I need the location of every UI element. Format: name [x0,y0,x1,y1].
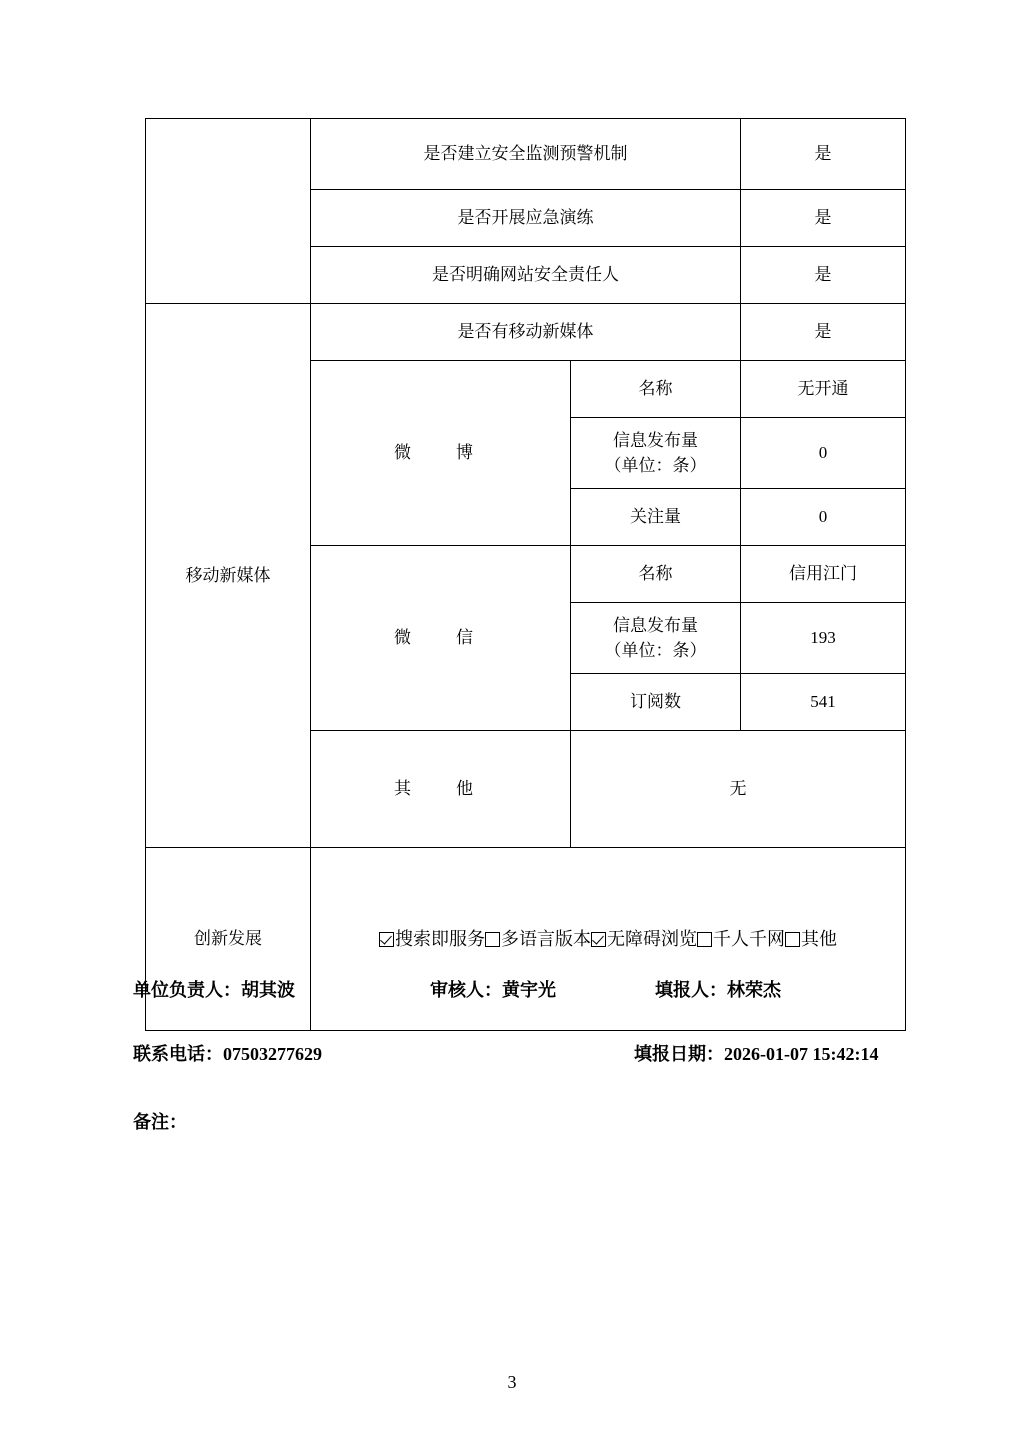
option-multi-language[interactable] [485,925,591,954]
innovation-section-label: 创新发展 [146,848,311,1031]
option-label-0: 搜索即服务 [395,928,485,949]
weixin-item-label-1 [571,603,741,674]
weibo-item-label-1-line2: （单位：条） [604,456,707,475]
has-newmedia-label: 是否有移动新媒体 [311,304,741,361]
weibo-item-value-2: 0 [741,489,906,546]
has-newmedia-value: 是 [741,304,906,361]
checkbox-icon[interactable] [485,932,500,947]
fill-date: 填报日期：2026-01-07 15:42:14 [634,1044,879,1064]
checkbox-icon[interactable] [785,932,800,947]
other-media-label: 其 他 [311,731,571,848]
weibo-item-value-0: 无开通 [741,361,906,418]
contact-phone: 联系电话：07503277629 [133,1044,322,1064]
option-label-2: 无障碍浏览 [607,928,697,949]
unit-leader: 单位负责人：胡其波 [133,980,295,1000]
innovation-options-cell [311,848,906,1031]
security-row-label-2: 是否明确网站安全责任人 [311,247,741,304]
weixin-label: 微 信 [311,546,571,731]
option-label-3: 千人千网 [713,928,785,949]
weixin-item-label-1-line1: 信息发布量 [613,615,698,635]
checkbox-checked-icon[interactable] [379,932,394,947]
security-section-label [146,119,311,304]
option-search-as-service[interactable] [379,925,485,954]
filler: 填报人：林荣杰 [655,980,781,1000]
security-row-value-2: 是 [741,247,906,304]
report-table [145,118,906,1031]
option-other[interactable] [785,925,837,954]
option-label-1: 多语言版本 [501,928,591,949]
table-row [146,119,906,190]
weibo-item-label-2: 关注量 [571,489,741,546]
remark: 备注： [133,1112,187,1132]
security-row-label-0: 是否建立安全监测预警机制 [311,119,741,190]
weixin-item-label-2: 订阅数 [571,674,741,731]
weixin-item-value-0: 信用江门 [741,546,906,603]
reviewer: 审核人：黄宇光 [430,980,556,1000]
weibo-item-label-0: 名称 [571,361,741,418]
security-row-value-0: 是 [741,119,906,190]
other-media-value: 无 [571,731,906,848]
security-row-label-1: 是否开展应急演练 [311,190,741,247]
security-row-value-1: 是 [741,190,906,247]
checkbox-checked-icon[interactable] [591,932,606,947]
weibo-item-value-1: 0 [741,418,906,489]
weixin-item-value-1: 193 [741,603,906,674]
innovation-options [315,925,901,954]
checkbox-icon[interactable] [697,932,712,947]
option-label-4: 其他 [801,928,837,949]
weixin-item-label-1-line2: （单位：条） [604,641,707,660]
page-number: 3 [507,1372,517,1392]
weibo-item-label-1 [571,418,741,489]
table-row [146,304,906,361]
weixin-item-value-2: 541 [741,674,906,731]
table-row [146,848,906,1031]
weixin-item-label-0: 名称 [571,546,741,603]
option-personalized-site[interactable] [697,925,785,954]
newmedia-section-label: 移动新媒体 [146,304,311,848]
option-accessible-browsing[interactable] [591,925,697,954]
weibo-label: 微 博 [311,361,571,546]
weibo-item-label-1-line1: 信息发布量 [613,430,698,450]
